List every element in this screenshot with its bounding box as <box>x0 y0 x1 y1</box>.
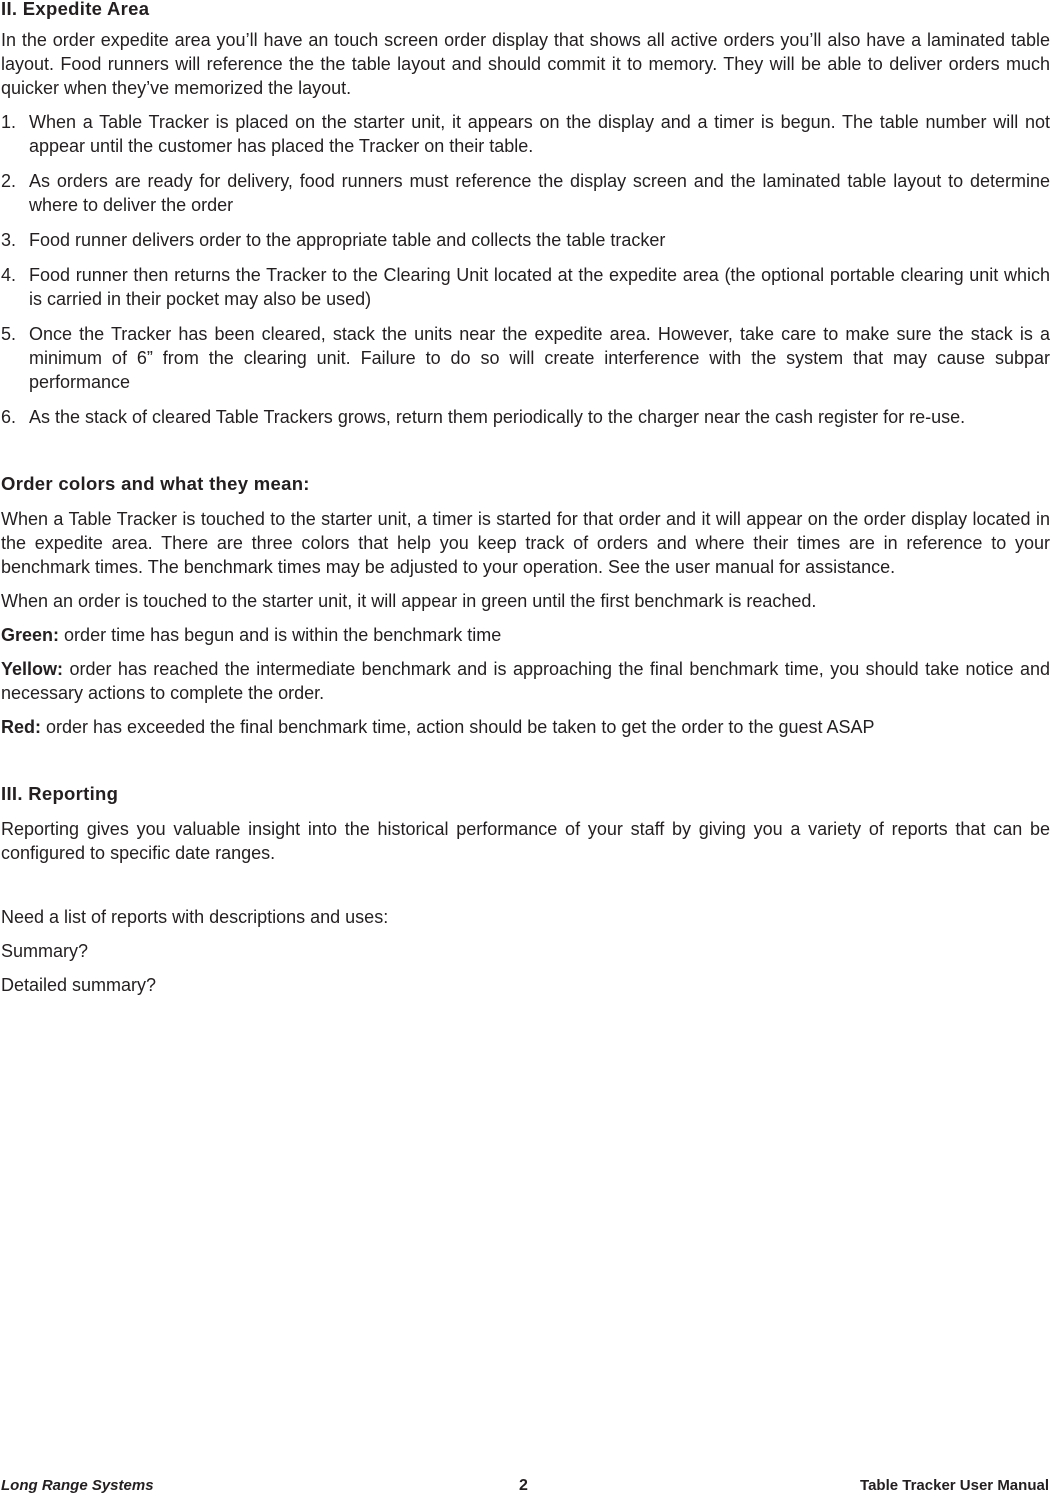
step-number: 4. <box>1 265 17 285</box>
yellow-label: Yellow: <box>1 659 64 679</box>
report-summary-item: Summary? <box>1 941 89 961</box>
red-label: Red: <box>1 717 41 737</box>
page-footer <box>0 1477 1051 1499</box>
list-item <box>1 169 1050 217</box>
step-number: 3. <box>1 230 17 250</box>
list-item <box>1 263 1050 311</box>
list-item <box>1 405 1050 429</box>
list-item <box>1 110 1050 158</box>
order-colors-green-note: When an order is touched to the starter unit, it will appear in green until the first benchmark is reached. <box>1 591 817 611</box>
expedite-area-heading: II. Expedite Area <box>1 0 150 19</box>
step-text: As orders are ready for delivery, food runners must reference the display screen and the laminated table layout to determine where to deliver the order <box>29 171 1050 215</box>
footer-company: Long Range Systems <box>1 1477 154 1494</box>
order-colors-intro: When a Table Tracker is touched to the starter unit, a timer is started for that order and it will appear on the order display located in the expedite area. There are three colors that help you keep track of orders and where their times are in reference to your benchmark times. The benchmark times may be adjusted to your operation. See the user manual for assistance. <box>1 509 1050 577</box>
yellow-definition <box>1 657 1050 705</box>
step-number: 2. <box>1 171 17 191</box>
step-text: When a Table Tracker is placed on the starter unit, it appears on the display and a timer is begun. The table number will not appear until the customer has placed the Tracker on their table. <box>29 112 1050 156</box>
footer-manual-title: Table Tracker User Manual <box>860 1477 1049 1494</box>
list-item <box>1 322 1050 394</box>
step-number: 6. <box>1 407 17 427</box>
step-text: Food runner delivers order to the appropriate table and collects the table tracker <box>29 230 666 250</box>
step-text: Once the Tracker has been cleared, stack the units near the expedite area. However, take care to make sure the stack is a minimum of 6” from the clearing unit. Failure to do so will create interference with the system that may cause subpar performance <box>29 324 1050 392</box>
red-text: order has exceeded the final benchmark time, action should be taken to get the order to the guest ASAP <box>46 717 875 737</box>
order-colors-heading: Order colors and what they mean: <box>1 473 310 494</box>
page-content <box>1 0 1050 997</box>
list-item <box>1 228 1050 252</box>
step-text: Food runner then returns the Tracker to the Clearing Unit located at the expedite area (the optional portable clearing unit which is carried in their pocket may also be used) <box>29 265 1050 309</box>
reports-needed-note: Need a list of reports with descriptions and uses: <box>1 907 389 927</box>
yellow-text: order has reached the intermediate benchmark and is approaching the final benchmark time, you should take notice and necessary actions to complete the order. <box>1 659 1050 703</box>
red-definition <box>1 715 1050 739</box>
green-definition <box>1 623 1050 647</box>
green-label: Green: <box>1 625 60 645</box>
step-number: 1. <box>1 112 17 132</box>
step-number: 5. <box>1 324 17 344</box>
expedite-area-intro: In the order expedite area you’ll have an touch screen order display that shows all active orders you’ll also have a laminated table layout. Food runners will reference the the table layout and should commit it to memory. They will be able to deliver orders much quicker when they’ve memorized the layout. <box>1 30 1050 98</box>
page-number: 2 <box>519 1477 528 1494</box>
reporting-heading: III. Reporting <box>1 783 119 804</box>
green-text: order time has begun and is within the benchmark time <box>64 625 502 645</box>
expedite-steps-list <box>1 110 1050 429</box>
step-text: As the stack of cleared Table Trackers grows, return them periodically to the charger near the cash register for re-use. <box>29 407 966 427</box>
reporting-intro: Reporting gives you valuable insight into the historical performance of your staff by giving you a variety of reports that can be configured to specific date ranges. <box>1 819 1050 863</box>
report-detailed-summary-item: Detailed summary? <box>1 975 157 995</box>
